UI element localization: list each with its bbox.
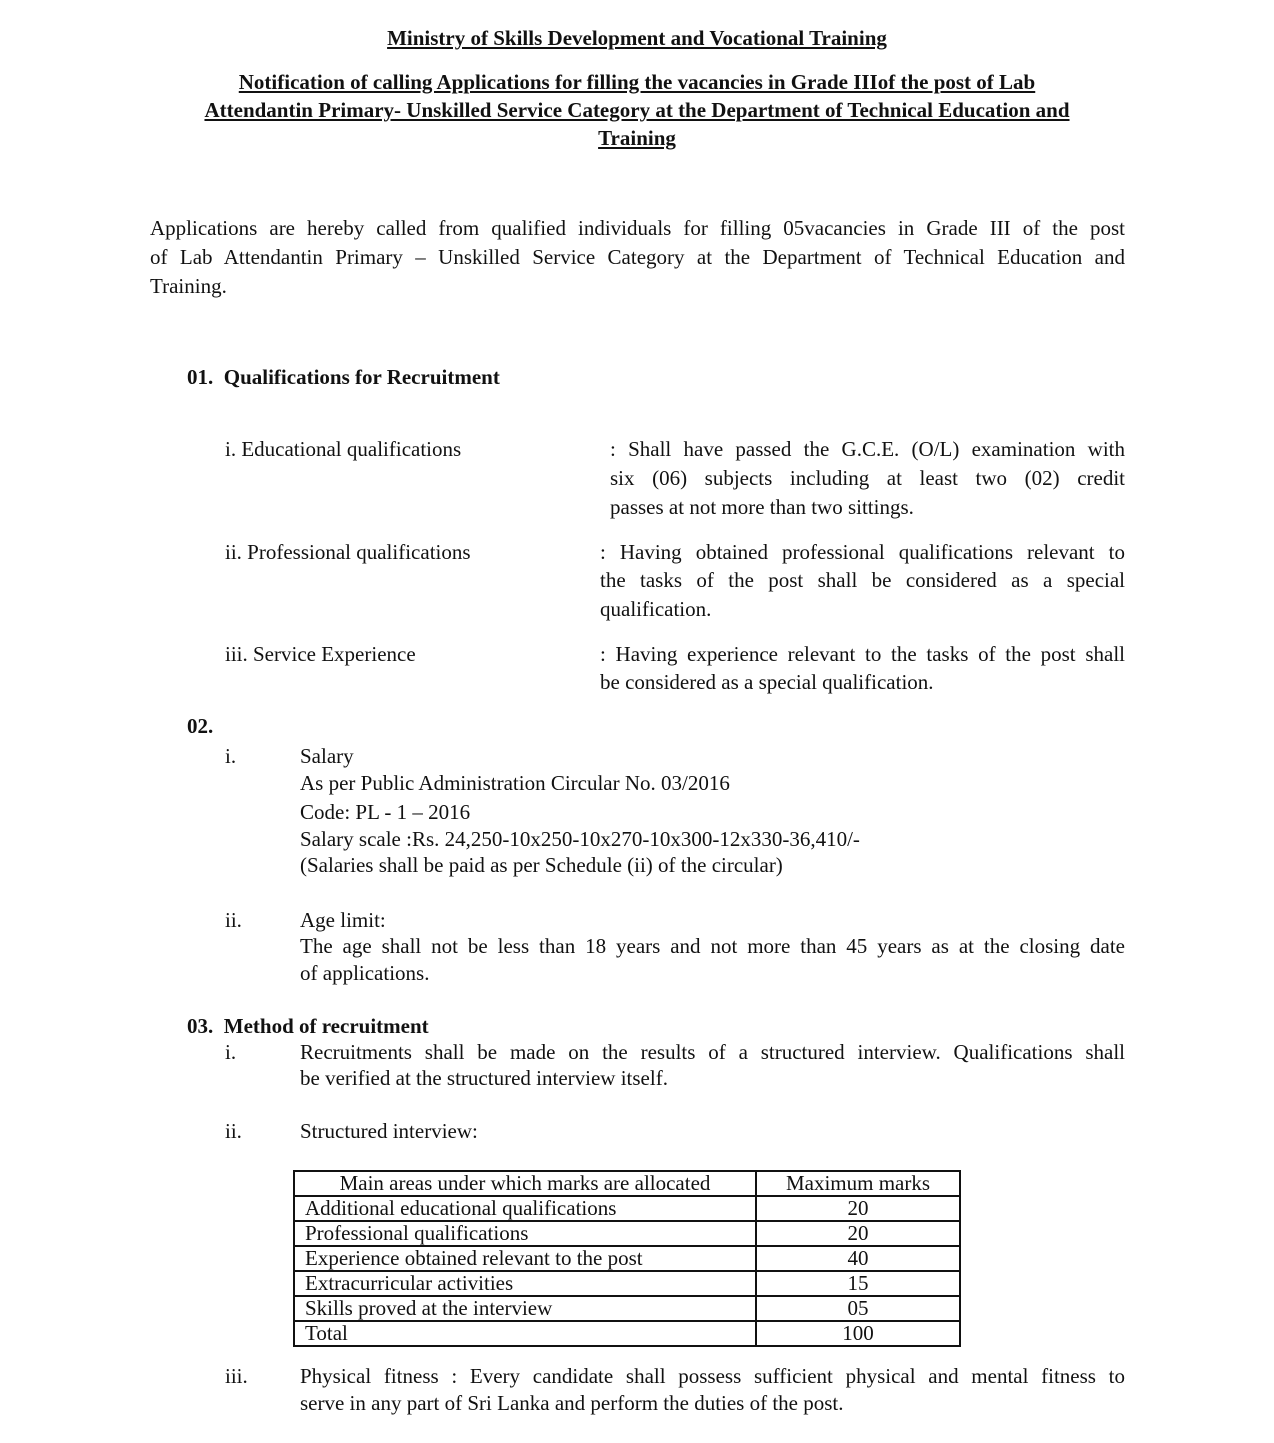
table-cell-area: Professional qualifications bbox=[294, 1221, 756, 1246]
intro-line-1: Applications are hereby called from qualified individuals for filling 05vacancies in Grade III of the post bbox=[150, 216, 1125, 240]
intro-line-2: of Lab Attendantin Primary – Unskilled Service Category at the Department of Technical Education and bbox=[150, 245, 1125, 269]
table-row bbox=[294, 1271, 960, 1296]
qualification-text-experience-1: : Having experience relevant to the tasks of the post shall bbox=[600, 642, 1125, 666]
qualification-text-educational-3: passes at not more than two sittings. bbox=[610, 495, 914, 519]
method-ii-number: ii. bbox=[225, 1119, 242, 1143]
table-cell-area: Skills proved at the interview bbox=[294, 1296, 756, 1321]
method-i-line-1: Recruitments shall be made on the results of a structured interview. Qualifications shall bbox=[300, 1040, 1125, 1064]
method-i-line-2: be verified at the structured interview itself. bbox=[300, 1066, 668, 1090]
table-cell-area: Experience obtained relevant to the post bbox=[294, 1246, 756, 1271]
age-line-1: The age shall not be less than 18 years and not more than 45 years as at the closing date bbox=[300, 934, 1125, 958]
age-number: ii. bbox=[225, 908, 242, 932]
qualification-text-educational-1: : Shall have passed the G.C.E. (O/L) examination with bbox=[610, 437, 1125, 461]
method-iii-line-2: serve in any part of Sri Lanka and perform the duties of the post. bbox=[300, 1391, 844, 1415]
method-i-number: i. bbox=[225, 1040, 237, 1064]
method-iii-number: iii. bbox=[225, 1364, 248, 1388]
intro-line-3: Training. bbox=[150, 274, 227, 298]
table-row-total bbox=[294, 1321, 960, 1346]
table-cell-marks: 20 bbox=[756, 1221, 960, 1246]
table-cell-area: Total bbox=[294, 1321, 756, 1346]
table-row bbox=[294, 1246, 960, 1271]
table-header-marks: Maximum marks bbox=[756, 1171, 960, 1196]
method-ii-text: Structured interview: bbox=[300, 1119, 478, 1143]
table-cell-area: Additional educational qualifications bbox=[294, 1196, 756, 1221]
section-03-heading: 03. Method of recruitment bbox=[187, 1014, 429, 1038]
table-row bbox=[294, 1296, 960, 1321]
table-row bbox=[294, 1221, 960, 1246]
qualification-text-educational-2: six (06) subjects including at least two (02) credit bbox=[610, 466, 1125, 490]
qualification-label-professional: ii. Professional qualifications bbox=[225, 540, 471, 564]
salary-line-1: Salary bbox=[300, 744, 354, 768]
qualification-text-professional-3: qualification. bbox=[600, 597, 712, 621]
section-01-heading: 01. Qualifications for Recruitment bbox=[187, 365, 500, 389]
table-cell-marks: 15 bbox=[756, 1271, 960, 1296]
notice-title-line-3: Training bbox=[598, 126, 676, 150]
salary-line-5: (Salaries shall be paid as per Schedule (ii) of the circular) bbox=[300, 853, 783, 877]
table-cell-area: Extracurricular activities bbox=[294, 1271, 756, 1296]
salary-line-2: As per Public Administration Circular No. 03/2016 bbox=[300, 771, 730, 795]
method-iii-line-1: Physical fitness : Every candidate shall possess sufficient physical and mental fitness to bbox=[300, 1364, 1125, 1388]
ministry-title: Ministry of Skills Development and Vocational Training bbox=[387, 26, 887, 50]
age-title: Age limit: bbox=[300, 908, 386, 932]
age-line-2: of applications. bbox=[300, 961, 430, 985]
table-header-row bbox=[294, 1171, 960, 1196]
table-cell-marks: 100 bbox=[756, 1321, 960, 1346]
table-header-area: Main areas under which marks are allocated bbox=[294, 1171, 756, 1196]
notice-title-line-1: Notification of calling Applications for filling the vacancies in Grade IIIof the post of Lab bbox=[238, 70, 1036, 94]
table-cell-marks: 05 bbox=[756, 1296, 960, 1321]
salary-number: i. bbox=[225, 744, 237, 768]
qualification-text-experience-2: be considered as a special qualification. bbox=[600, 670, 934, 694]
salary-line-4: Salary scale :Rs. 24,250-10x250-10x270-10x300-12x330-36,410/- bbox=[300, 827, 860, 851]
qualification-text-professional-1: : Having obtained professional qualifications relevant to bbox=[600, 540, 1125, 564]
qualification-label-experience: iii. Service Experience bbox=[225, 642, 416, 666]
interview-marks-table bbox=[293, 1170, 961, 1347]
qualification-text-professional-2: the tasks of the post shall be considered as a special bbox=[600, 568, 1125, 592]
qualification-label-educational: i. Educational qualifications bbox=[225, 437, 462, 461]
table-row bbox=[294, 1196, 960, 1221]
notice-title-line-2: Attendantin Primary- Unskilled Service Category at the Department of Technical Education and bbox=[204, 98, 1070, 122]
section-02-heading: 02. bbox=[187, 714, 214, 738]
salary-line-3: Code: PL - 1 – 2016 bbox=[300, 800, 471, 824]
table-cell-marks: 40 bbox=[756, 1246, 960, 1271]
table-cell-marks: 20 bbox=[756, 1196, 960, 1221]
